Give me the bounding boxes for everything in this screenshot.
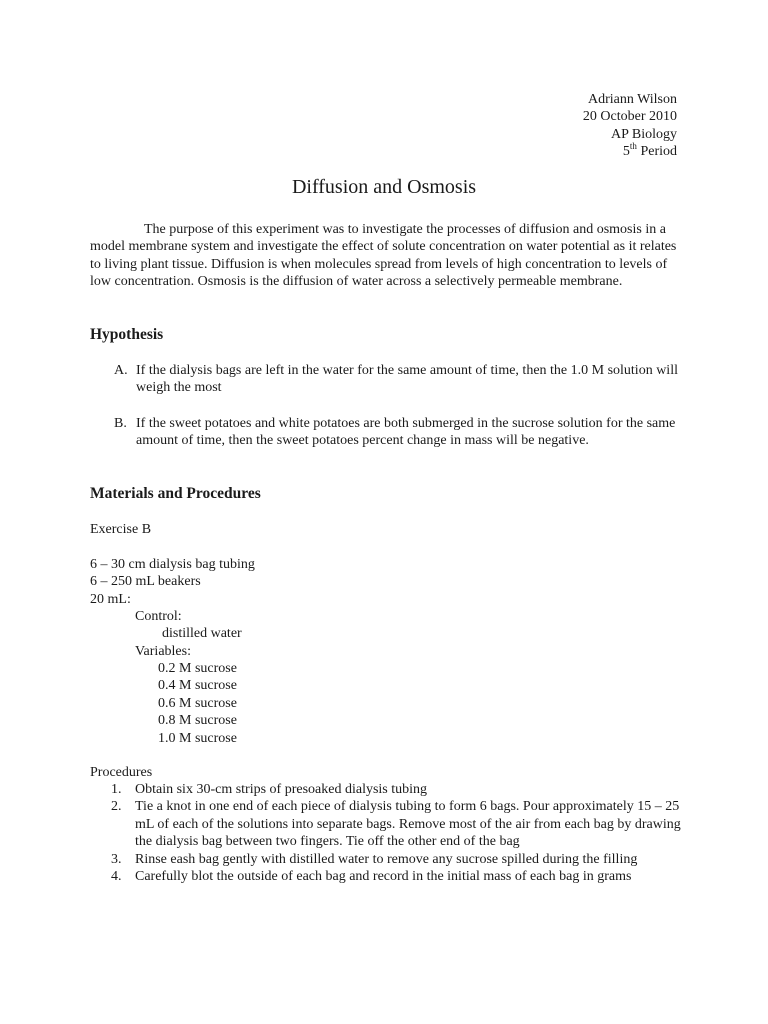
class-period (583, 140, 677, 160)
period-suffix: th (629, 140, 637, 151)
step-text: Rinse eash bag gently with distilled water to remove any sucrose spilled during the filling (135, 851, 638, 867)
materials-item: 6 – 250 mL beakers (90, 574, 201, 589)
author-header (583, 91, 677, 161)
hypothesis-list (90, 415, 680, 450)
materials-item: 20 mL: (90, 592, 131, 607)
procedure-step (90, 868, 690, 885)
procedure-step (90, 781, 690, 798)
variables-label: Variables: (135, 644, 191, 659)
procedures-list (90, 781, 690, 885)
hypothesis-text: If the dialysis bags are left in the water for the same amount of time, then the 1.0 M solution will weigh the most (136, 363, 678, 396)
hypothesis-list (90, 362, 680, 397)
step-text: Carefully blot the outside of each bag and record in the initial mass of each bag in grams (135, 869, 632, 885)
report-date: 20 October 2010 (582, 109, 677, 125)
step-text: Obtain six 30-cm strips of presoaked dialysis tubing (135, 782, 428, 797)
variable-item: 0.6 M sucrose (158, 696, 237, 711)
step-number: 4. (111, 869, 122, 885)
variable-item: 0.8 M sucrose (158, 713, 237, 728)
hypothesis-marker: B. (114, 416, 127, 431)
materials-item: 6 – 30 cm dialysis bag tubing (90, 557, 255, 572)
hypothesis-marker: A. (114, 363, 128, 378)
variable-item: 1.0 M sucrose (158, 731, 237, 746)
control-label: Control: (135, 609, 182, 624)
procedure-step (90, 798, 690, 850)
step-number: 3. (111, 851, 122, 867)
step-text: Tie a knot in one end of each piece of dialysis tubing to form 6 bags. Pour approximately 15 – 25 mL of each of the solutions into separate bags. Remove most of the air from each bag by drawing the dialysis bag between two fingers. Tie off the other end of the bag (135, 799, 681, 850)
variable-item: 0.4 M sucrose (158, 678, 237, 693)
hypothesis-text: If the sweet potatoes and white potatoes are both submerged in the sucrose solution for the same amount of time, then the sweet potatoes percent change in mass will be negative. (136, 416, 676, 449)
variable-item: 0.2 M sucrose (158, 661, 237, 676)
period-number: 5 (622, 144, 630, 160)
procedure-step (90, 851, 690, 868)
exercise-label: Exercise B (90, 522, 152, 537)
procedures-label: Procedures (90, 765, 153, 780)
control-item: distilled water (162, 626, 242, 641)
step-number: 2. (111, 799, 122, 815)
document-title: Diffusion and Osmosis (291, 176, 477, 198)
course-name: AP Biology (611, 126, 677, 142)
hypothesis-heading: Hypothesis (90, 326, 164, 343)
author-name: Adriann Wilson (587, 92, 677, 107)
hypothesis-item (90, 362, 680, 397)
purpose-paragraph: The purpose of this experiment was to investigate the processes of diffusion and osmosis in a model membrane system and investigate the effect of solute concentration on water potential as it relates to living plant tissue. Diffusion is when molecules spread from levels of high concentration to levels of low concentration. Osmosis is the diffusion of water across a selectively permeable membrane. (90, 222, 677, 290)
step-number: 1. (111, 782, 122, 797)
period-word: Period (636, 144, 677, 160)
materials-heading: Materials and Procedures (90, 485, 261, 502)
hypothesis-item (90, 415, 680, 450)
